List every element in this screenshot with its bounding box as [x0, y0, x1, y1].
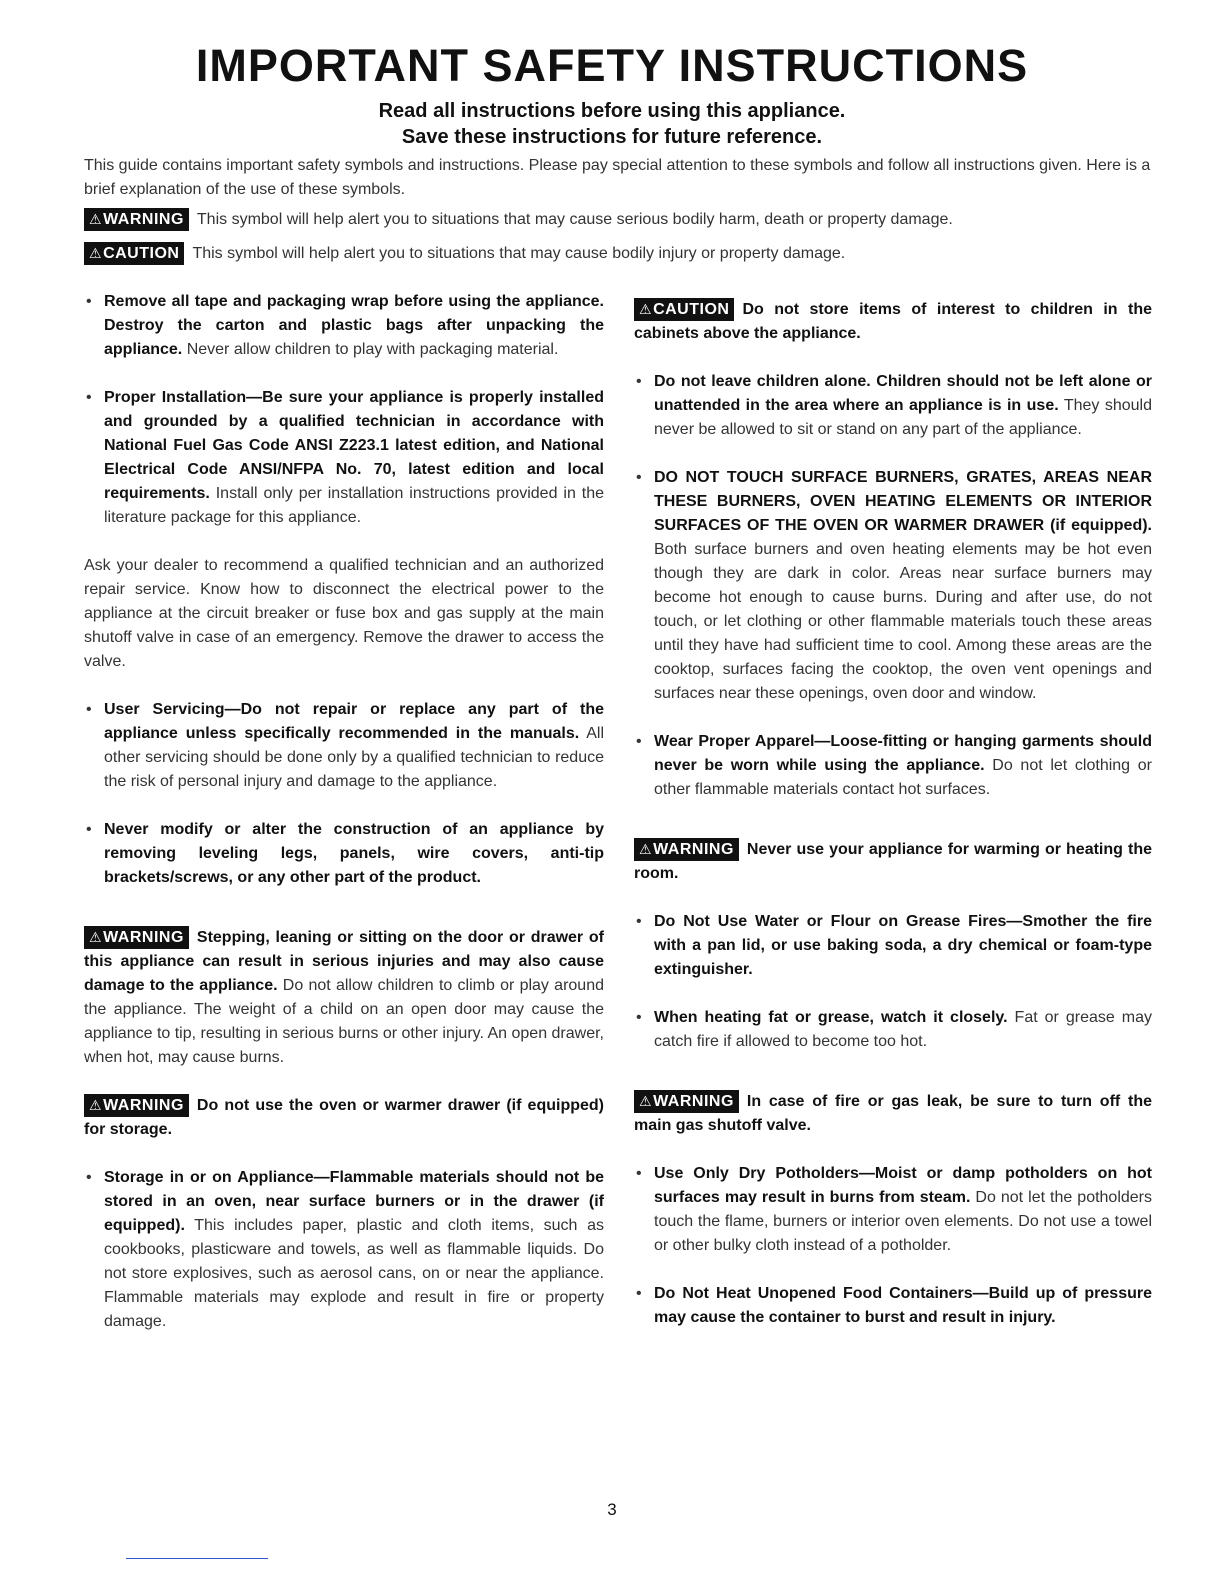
bullet-icon: • [636, 1009, 642, 1026]
caution-badge: ⚠CAUTION [84, 242, 184, 265]
caution-notice: ⚠CAUTION Do not store items of interest to children in the cabinets above the appliance. [634, 298, 1152, 346]
list-item: • DO NOT TOUCH SURFACE BURNERS, GRATES, AREAS NEAR THESE BURNERS, OVEN HEATING ELEMENTS OR INTERIOR SURFACES OF THE OVEN OR WARMER DRAWER (if equipped). Both surface burners and oven heating elements may be hot even though they are dark in color. Areas near surface burners may become hot enough to cause burns. During and after use, do not touch, or let clothing or other flammable materials touch these areas until they have had sufficient time to cool. Among these areas are the cooktop, surfaces facing the cooktop, the oven vent openings and surfaces near these openings, oven door and window. [634, 466, 1152, 706]
subtitle-read-instructions: Read all instructions before using this appliance. [378, 100, 846, 122]
list-item: • Do Not Heat Unopened Food Containers—Build up of pressure may cause the container to burst and result in injury. [634, 1282, 1152, 1330]
warning-notice: ⚠WARNING In case of fire or gas leak, be sure to turn off the main gas shutoff valve. [634, 1090, 1152, 1138]
legend-caution [84, 242, 1154, 266]
warning-notice: ⚠WARNING Never use your appliance for warming or heating the room. [634, 838, 1152, 886]
subtitle-save-instructions: Save these instructions for future reference. [401, 126, 823, 148]
intro-paragraph: This guide contains important safety symbols and instructions. Please pay special attention to these symbols and follow all instructions given. Here is a brief explanation of the use of these symbols. [84, 157, 1151, 198]
warning-triangle-icon: ⚠ [639, 841, 653, 857]
bullet-icon: • [636, 1165, 642, 1182]
legend-warning-text: This symbol will help alert you to situations that may cause serious bodily harm, death or property damage. [196, 211, 953, 228]
caution-triangle-icon: ⚠ [89, 245, 103, 261]
bullet-icon: • [86, 701, 92, 718]
legend-warning [84, 208, 1154, 232]
list-item: • When heating fat or grease, watch it closely. Fat or grease may catch fire if allowed to become too hot. [634, 1006, 1152, 1054]
warning-notice: ⚠WARNING Stepping, leaning or sitting on the door or drawer of this appliance can result in serious injuries and may also cause damage to the appliance. Do not allow children to climb or play around the appliance. The weight of a child on an open door may cause the appliance to tip, resulting in serious burns or other injury. An open drawer, when hot, may cause burns. [84, 926, 604, 1070]
right-column [634, 290, 1152, 1354]
bullet-icon: • [86, 389, 92, 406]
bullet-icon: • [86, 1169, 92, 1186]
warning-badge: ⚠WARNING [634, 838, 739, 861]
bullet-icon: • [636, 373, 642, 390]
warning-badge: ⚠WARNING [84, 926, 189, 949]
warning-triangle-icon: ⚠ [639, 1093, 653, 1109]
list-item: • Never modify or alter the construction of an appliance by removing leveling legs, panels, wire covers, anti-tip brackets/screws, or any other part of the product. [84, 818, 604, 890]
list-item: • Use Only Dry Potholders—Moist or damp potholders on hot surfaces may result in burns from steam. Do not let the potholders touch the flame, burners or interior oven elements. Do not use a towel or other bulky cloth instead of a potholder. [634, 1162, 1152, 1258]
list-item: • Wear Proper Apparel—Loose-fitting or hanging garments should never be worn while using the appliance. Do not let clothing or other flammable materials contact hot surfaces. [634, 730, 1152, 802]
left-column [84, 290, 604, 1358]
page-title: IMPORTANT SAFETY INSTRUCTIONS [195, 40, 1029, 91]
legend-caution-text: This symbol will help alert you to situations that may cause bodily injury or property damage. [192, 245, 846, 262]
warning-badge: ⚠WARNING [634, 1090, 739, 1113]
list-item: • Remove all tape and packaging wrap before using the appliance. Destroy the carton and plastic bags after unpacking the appliance. Never allow children to play with packaging material. [84, 290, 604, 362]
list-item: • Do not leave children alone. Children should not be left alone or unattended in the area where an appliance is in use. They should never be allowed to sit or stand on any part of the appliance. [634, 370, 1152, 442]
warning-badge: ⚠WARNING [84, 1094, 189, 1117]
page-number: 3 [607, 1500, 617, 1519]
warning-triangle-icon: ⚠ [89, 929, 103, 945]
warning-badge: ⚠WARNING [84, 208, 189, 231]
caution-triangle-icon: ⚠ [639, 301, 653, 317]
footer-divider [126, 1558, 268, 1559]
bullet-icon: • [86, 293, 92, 310]
caution-badge: ⚠CAUTION [634, 298, 734, 321]
bullet-icon: • [86, 821, 92, 838]
bullet-icon: • [636, 469, 642, 486]
bullet-icon: • [636, 1285, 642, 1302]
list-item: • Do Not Use Water or Flour on Grease Fires—Smother the fire with a pan lid, or use baking soda, a dry chemical or foam-type extinguisher. [634, 910, 1152, 982]
dealer-paragraph: Ask your dealer to recommend a qualified technician and an authorized repair service. Know how to disconnect the electrical power to the appliance at the circuit breaker or fuse box and gas supply at the main shutoff valve in case of an emergency. Remove the drawer to access the valve. [84, 557, 604, 670]
list-item: • Proper Installation—Be sure your appliance is properly installed and grounded by a qualified technician in accordance with National Fuel Gas Code ANSI Z223.1 latest edition, and National Electrical Code ANSI/NFPA No. 70, latest edition and local requirements. Install only per installation instructions provided in the literature package for this appliance. [84, 386, 604, 530]
warning-triangle-icon: ⚠ [89, 211, 103, 227]
list-item: • User Servicing—Do not repair or replace any part of the appliance unless specifically recommended in the manuals. All other servicing should be done only by a qualified technician to reduce the risk of personal injury and damage to the appliance. [84, 698, 604, 794]
warning-triangle-icon: ⚠ [89, 1097, 103, 1113]
warning-notice: ⚠WARNING Do not use the oven or warmer drawer (if equipped) for storage. [84, 1094, 604, 1142]
list-item: • Storage in or on Appliance—Flammable materials should not be stored in an oven, near surface burners or in the drawer (if equipped). This includes paper, plastic and cloth items, such as cookbooks, plasticware and towels, as well as flammable liquids. Do not store explosives, such as aerosol cans, on or near the appliance. Flammable materials may explode and result in fire or property damage. [84, 1166, 604, 1334]
bullet-icon: • [636, 913, 642, 930]
bullet-icon: • [636, 733, 642, 750]
